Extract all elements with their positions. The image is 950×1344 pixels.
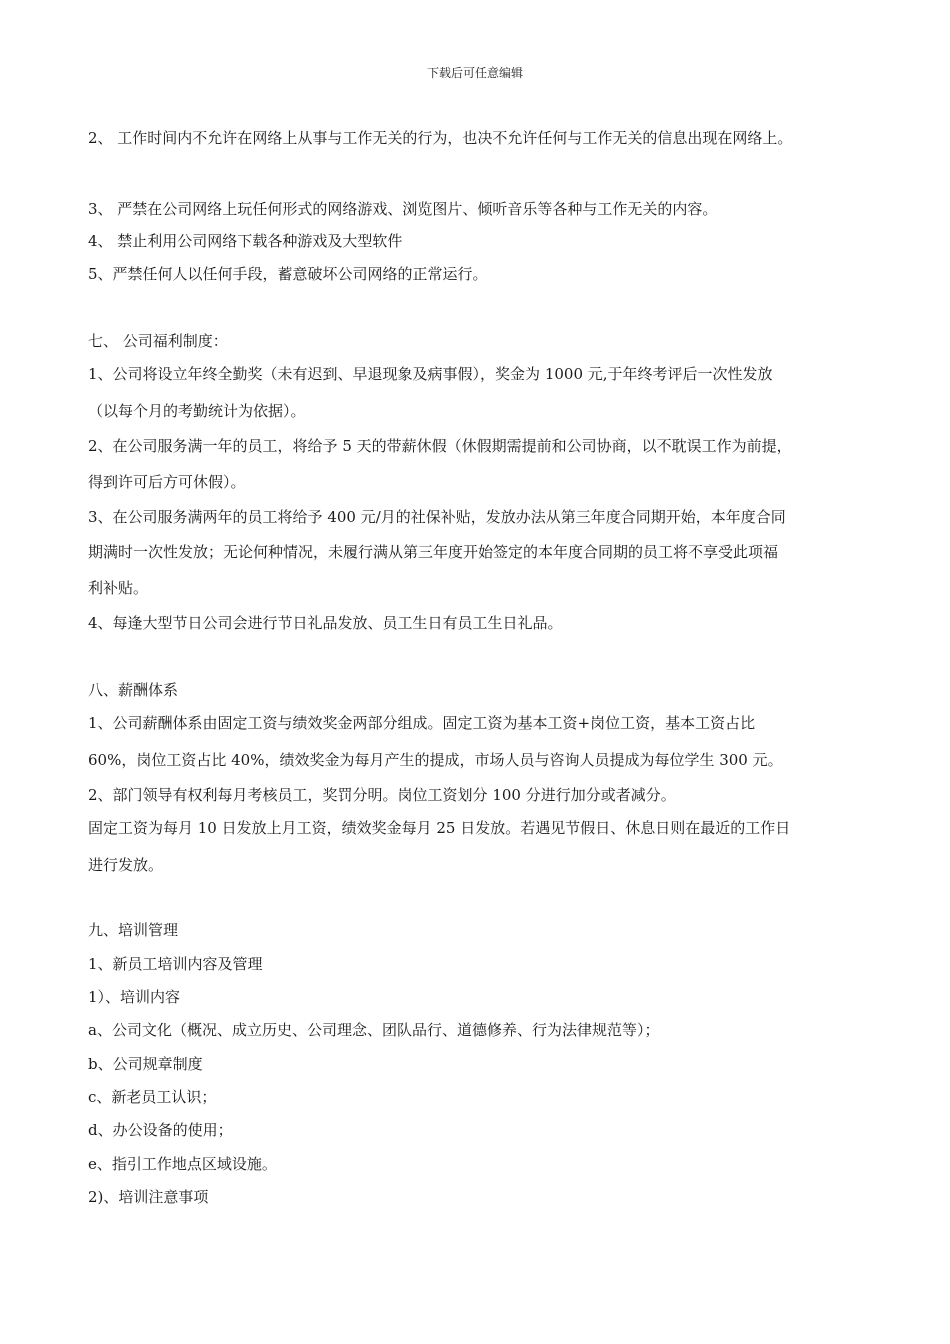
training-content-d: d、办公设备的使用； (88, 1121, 233, 1139)
rule-line-4: 4、 禁止利用公司网络下载各种游戏及大型软件 (88, 232, 403, 250)
rule-line-2: 2、 工作时间内不允许在网络上从事与工作无关的行为，也决不允许任何与工作无关的信息出现在网络上。 (88, 129, 793, 147)
training-content-b: b、公司规章制度 (88, 1055, 203, 1073)
training-subheading-content: 1）、培训内容 (88, 988, 181, 1006)
welfare-item-2: 2、在公司服务满一年的员工，将给予 5 天的带薪休假（休假期需提前和公司协商，以不耽误工作为前提， (88, 437, 792, 455)
salary-item-1-cont: 60%，岗位工资占比 40%，绩效奖金为每月产生的提成，市场人员与咨询人员提成为每位学生 300 元。 (88, 751, 783, 769)
section-heading-welfare: 七、 公司福利制度： (88, 332, 228, 350)
welfare-item-1-cont: （以每个月的考勤统计为依据）。 (88, 402, 306, 420)
training-content-e: e、指引工作地点区域设施。 (88, 1155, 277, 1173)
rule-line-5: 5、严禁任何人以任何手段，蓄意破坏公司网络的正常运行。 (88, 265, 488, 283)
page-header: 下载后可任意编辑 (426, 66, 523, 80)
training-subheading-notes: 2)、培训注意事项 (88, 1188, 209, 1206)
welfare-item-3: 3、在公司服务满两年的员工将给予 400 元/月的社保补贴，发放办法从第三年度合同期开始，本年度合同 (88, 508, 786, 526)
welfare-item-4: 4、每逢大型节日公司会进行节日礼品发放、员工生日有员工生日礼品。 (88, 614, 563, 632)
training-item-1: 1、新员工培训内容及管理 (88, 955, 263, 973)
training-content-a: a、公司文化（概况、成立历史、公司理念、团队品行、道德修养、行为法律规范等）； (88, 1021, 660, 1039)
welfare-item-3-cont: 期满时一次性发放；无论何种情况，未履行满从第三年度开始签定的本年度合同期的员工将不享受此项福 (88, 543, 779, 561)
salary-item-1: 1、公司薪酬体系由固定工资与绩效奖金两部分组成。固定工资为基本工资+岗位工资，基本工资占比 (88, 714, 756, 732)
training-content-c: c、新老员工认识； (88, 1088, 217, 1106)
salary-payment: 固定工资为每月 10 日发放上月工资，绩效奖金每月 25 日发放。若遇见节假日、休息日则在最近的工作日 (88, 819, 791, 837)
welfare-item-1: 1、公司将设立年终全勤奖（未有迟到、早退现象及病事假），奖金为 1000 元,于年终考评后一次性发放 (88, 365, 773, 383)
section-heading-training: 九、培训管理 (88, 921, 179, 939)
welfare-item-2-cont: 得到许可后方可休假）。 (88, 473, 246, 491)
salary-payment-cont: 进行发放。 (88, 856, 164, 874)
salary-item-2: 2、部门领导有权利每月考核员工，奖罚分明。岗位工资划分 100 分进行加分或者减分。 (88, 786, 676, 804)
welfare-item-3-cont-2: 利补贴。 (88, 579, 149, 597)
rule-line-3: 3、 严禁在公司网络上玩任何形式的网络游戏、浏览图片、倾听音乐等各种与工作无关的内容。 (88, 200, 718, 218)
section-heading-salary: 八、薪酬体系 (88, 681, 179, 699)
